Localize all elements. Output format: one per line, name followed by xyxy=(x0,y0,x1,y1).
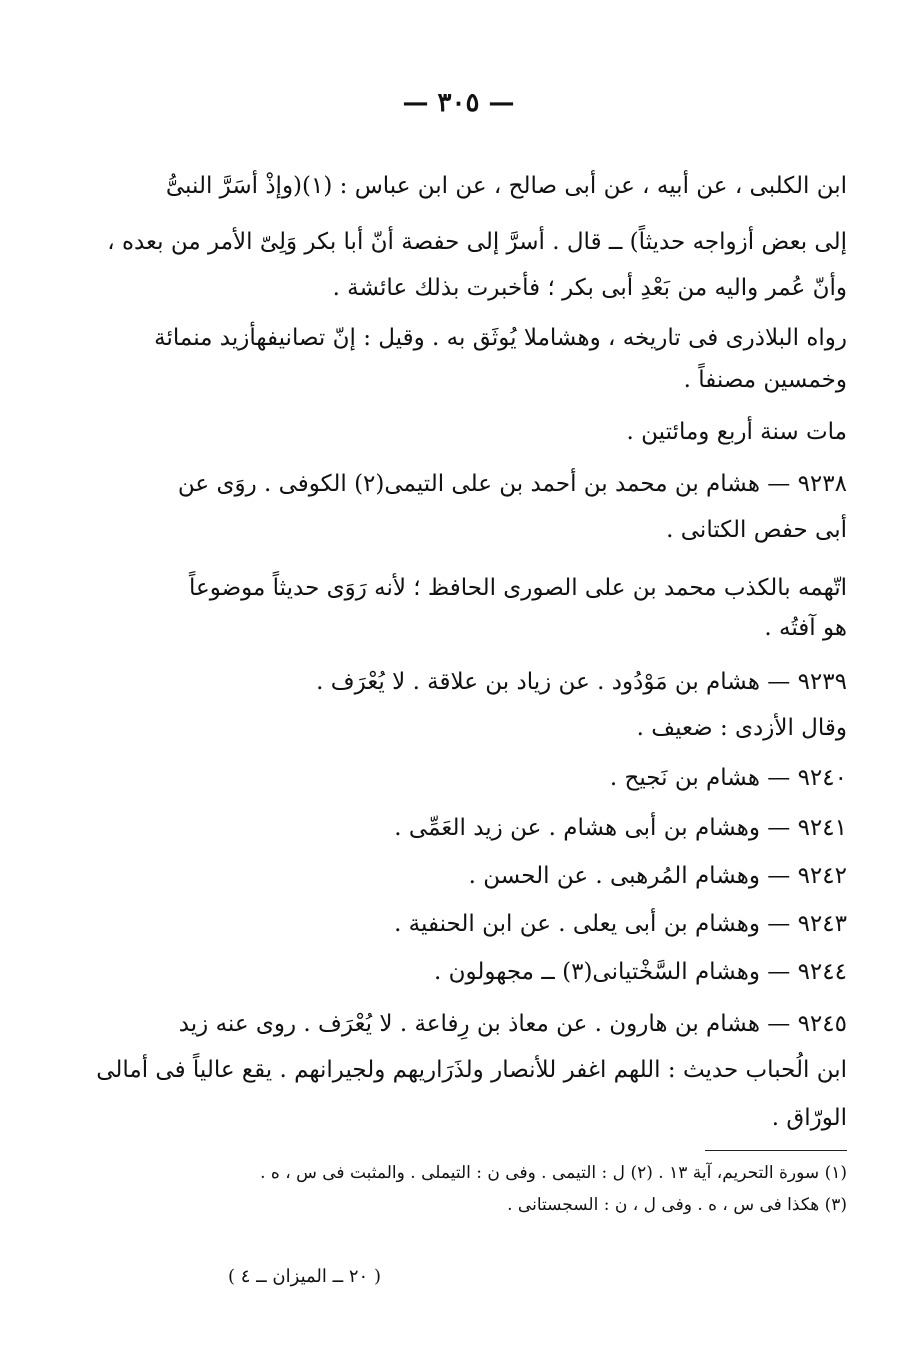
text-line: ابن الُحباب حديث : اللهم اغفر للأنصار ولذَرَاريهم ولجيرانهم . يقع عالياً فى أمالى xyxy=(96,1057,847,1083)
page-number: — ٣٠٥ — xyxy=(402,88,515,118)
text-line: مات سنة أربع ومائتين . xyxy=(626,419,847,445)
text-line: وخمسين مصنفاً . xyxy=(683,367,847,393)
entry-9239: ٩٢٣٩ — هشام بن مَوْدُود . عن زياد بن علاقة . لا يُعْرَف . xyxy=(316,669,847,695)
entry-9243: ٩٢٤٣ — وهشام بن أبى يعلى . عن ابن الحنفية . xyxy=(394,911,847,937)
entry-9242: ٩٢٤٢ — وهشام المُرهبى . عن الحسن . xyxy=(468,863,847,889)
entry-9244: ٩٢٤٤ — وهشام السَّخْتيانى(٣) ــ مجهولون . xyxy=(433,959,847,985)
footnote-separator xyxy=(705,1150,847,1151)
text-line: وأنّ عُمر واليه من بَعْدِ أبى بكر ؛ فأخبرت بذلك عائشة . xyxy=(332,275,847,301)
text-line: اتّهمه بالكذب محمد بن على الصورى الحافظ ؛ لأنه رَوَى حديثاً موضوعاً xyxy=(188,575,847,601)
text-line: رواه البلاذرى فى تاريخه ، وهشاملا يُوثَق به . وقيل : إنّ تصانيفهأزيد منمائة xyxy=(154,325,847,351)
text-line: إلى بعض أزواجه حديثاً) ــ قال . أسرَّ إلى حفصة أنّ أبا بكر وَلِىّ الأمر من بعده ، xyxy=(107,229,847,255)
text-line: وقال الأزدى : ضعيف . xyxy=(636,715,847,741)
footnote: (١) سورة التحريم، آية ١٣ . (٢) ل : التيمى . وفى ن : التيملى . والمثبت فى س ، ه . xyxy=(260,1163,847,1183)
text-line: أبى حفص الكتانى . xyxy=(666,517,847,543)
text-line: الورّاق . xyxy=(771,1105,847,1131)
text-line: ابن الكلبى ، عن أبيه ، عن أبى صالح ، عن ابن عباس : (١)(وإذْ أسَرَّ النبىُّ xyxy=(165,173,847,199)
footnote: (٣) هكذا فى س ، ه . وفى ل ، ن : السجستانى . xyxy=(507,1195,847,1215)
text-line: هو آفتُه . xyxy=(764,615,847,641)
entry-9245: ٩٢٤٥ — هشام بن هارون . عن معاذ بن رِفاعة . لا يُعْرَف . روى عنه زيد xyxy=(178,1011,847,1037)
signature-mark: ( ٢٠ ــ الميزان ــ ٤ ) xyxy=(228,1266,381,1287)
entry-9241: ٩٢٤١ — وهشام بن أبى هشام . عن زيد العَمِّى . xyxy=(394,815,847,841)
entry-9238: ٩٢٣٨ — هشام بن محمد بن أحمد بن على التيمى(٢) الكوفى . روَى عن xyxy=(177,471,847,497)
entry-9240: ٩٢٤٠ — هشام بن نَجيح . xyxy=(609,765,847,791)
